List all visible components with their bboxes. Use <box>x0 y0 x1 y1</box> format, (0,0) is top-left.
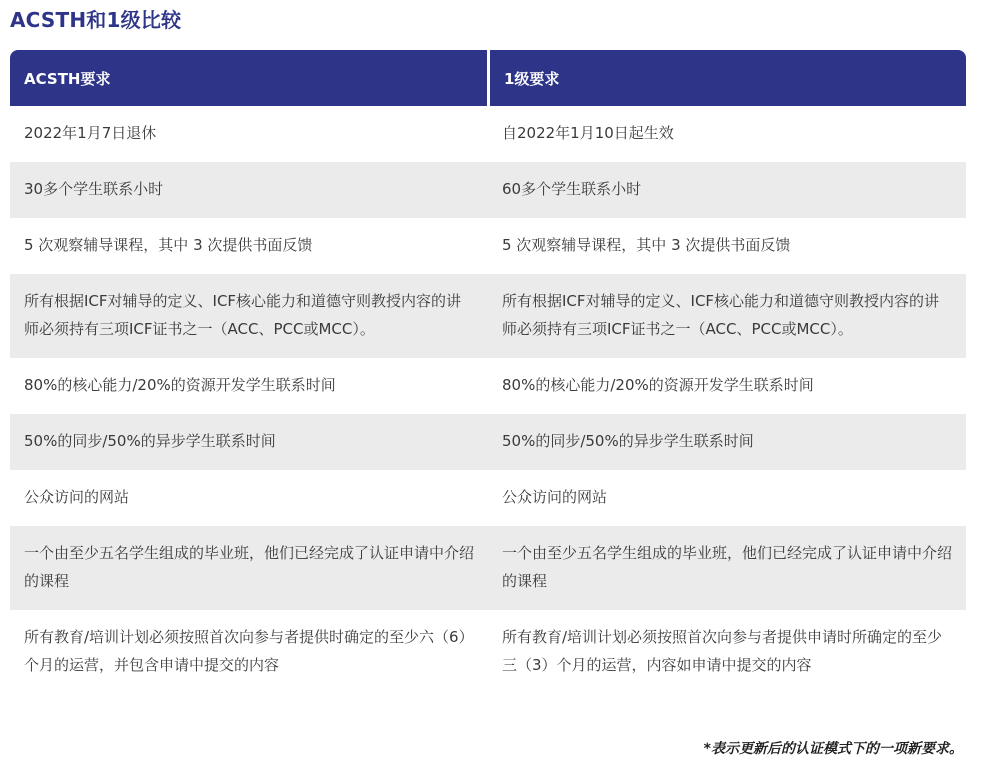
cell-acsth: 30多个学生联系小时 <box>24 180 164 198</box>
table-row <box>10 218 966 274</box>
cell-acsth: 5 次观察辅导课程，其中 3 次提供书面反馈 <box>24 236 313 254</box>
table-row <box>10 610 966 694</box>
cell-level1: 一个由至少五名学生组成的毕业班，他们已经完成了认证申请中介绍的课程 <box>502 544 953 590</box>
cell-acsth: 50%的同步/50%的异步学生联系时间 <box>24 432 276 450</box>
cell-acsth: 所有教育/培训计划必须按照首次向参与者提供时确定的至少六（6）个月的运营，并包含申请中提交的内容 <box>24 628 474 674</box>
cell-level1: 50%的同步/50%的异步学生联系时间 <box>502 432 754 450</box>
page-title: ACSTH和1级比较 <box>10 8 182 32</box>
cell-level1: 5 次观察辅导课程，其中 3 次提供书面反馈 <box>502 236 791 254</box>
cell-acsth: 公众访问的网站 <box>24 488 130 506</box>
table-row <box>10 358 966 414</box>
cell-level1: 80%的核心能力/20%的资源开发学生联系时间 <box>502 376 814 394</box>
cell-level1: 公众访问的网站 <box>502 488 608 506</box>
cell-acsth: 80%的核心能力/20%的资源开发学生联系时间 <box>24 376 336 394</box>
table-row <box>10 414 966 470</box>
table-row <box>10 106 966 162</box>
cell-acsth: 一个由至少五名学生组成的毕业班，他们已经完成了认证申请中介绍的课程 <box>24 544 475 590</box>
table-row <box>10 470 966 526</box>
cell-acsth: 2022年1月7日退休 <box>24 124 157 142</box>
cell-acsth: 所有根据ICF对辅导的定义、ICF核心能力和道德守则教授内容的讲师必须持有三项ICF证书之一（ACC、PCC或MCC）。 <box>24 292 462 338</box>
table-row <box>10 526 966 610</box>
cell-level1: 所有教育/培训计划必须按照首次向参与者提供申请时所确定的至少三（3）个月的运营，内容如申请中提交的内容 <box>502 628 943 674</box>
header-level1: 1级要求 <box>490 50 966 106</box>
cell-level1: 所有根据ICF对辅导的定义、ICF核心能力和道德守则教授内容的讲师必须持有三项ICF证书之一（ACC、PCC或MCC）。 <box>502 292 940 338</box>
footnote: *表示更新后的认证模式下的一项新要求。 <box>703 741 963 757</box>
table-header <box>10 50 966 106</box>
table-row <box>10 274 966 358</box>
table-row <box>10 162 966 218</box>
cell-level1: 自2022年1月10日起生效 <box>502 124 674 142</box>
cell-level1: 60多个学生联系小时 <box>502 180 642 198</box>
comparison-table <box>10 50 966 694</box>
header-acsth: ACSTH要求 <box>10 50 487 106</box>
